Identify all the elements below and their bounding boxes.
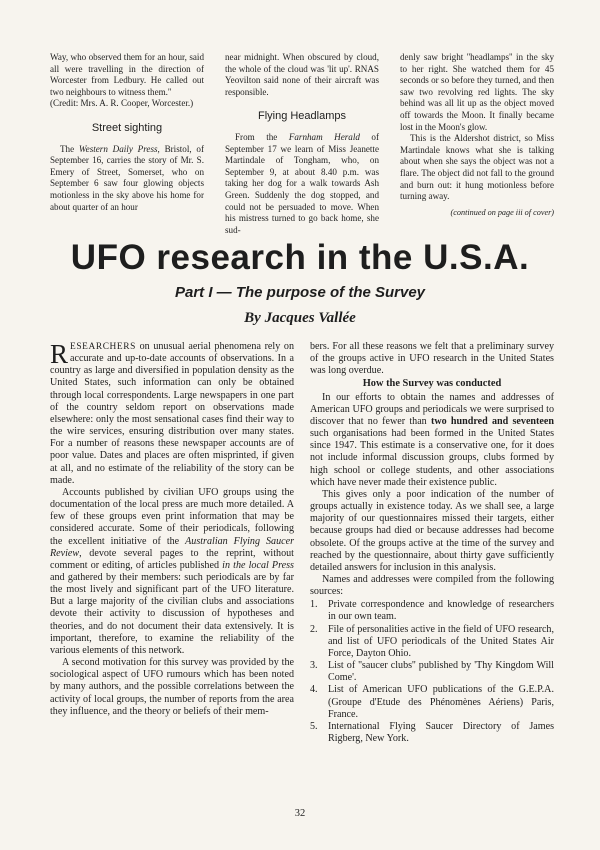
drop-cap: R <box>50 339 69 369</box>
article-column-left <box>50 341 294 796</box>
paragraph: denly saw bright ''headlamps'' in the sky to her right. She watched them for 45 seconds or so before they turned, and then saw two revolving red lights. The sky behind was all lit up as the object moved off towards the Moon. It finally became lost in the Moon's glow. <box>400 52 554 132</box>
article-column-right <box>310 341 554 796</box>
list-number: 2. <box>310 623 318 635</box>
list-number: 3. <box>310 660 318 672</box>
paragraph <box>50 487 294 657</box>
list-item <box>310 660 554 684</box>
list-text: Private correspondence and knowledge of researchers in our own team. <box>328 599 554 623</box>
text-run: such organisations had been formed in the United States since 1947. This estimate is a conservative one, for it does not include informal discussion groups, clubs formed by high school or college students, and other associations which have never made their existence public. <box>310 428 554 488</box>
newspaper-name: Western Daily Press <box>78 143 158 154</box>
article-subtitle: Part I — The purpose of the Survey <box>174 284 426 301</box>
list-item <box>310 624 554 660</box>
sources-list <box>310 599 554 745</box>
text-run: The <box>60 143 79 154</box>
paragraph <box>310 392 554 489</box>
text-run: Accounts published by civilian UFO groups using the documentation of the local press are much more detailed. A few of these groups even print information that may be considered accurate. Some of their periodicals, following the excellent initiative of the <box>50 486 294 547</box>
section-heading-survey: How the Survey was conducted <box>362 378 502 390</box>
paragraph: near midnight. When obscured by cloud, the whole of the cloud was 'lit up'. RNAS Yeovilton said none of their aircraft was responsible. <box>225 52 379 97</box>
list-item <box>310 684 554 720</box>
list-text: List of American UFO publications of the G.E.P.A. (Groupe d'Etude des Phénomènes Aériens) Paris, France. <box>328 684 554 720</box>
text-run: In our efforts to obtain the names and addresses of American UFO groups and periodicals we were surprised to discover that no fewer than <box>310 391 554 427</box>
continuation-note: (continued on page iii of cover) <box>450 207 554 217</box>
periodical-name: Australian Flying Saucer Review <box>50 535 294 559</box>
emphasis: in the local Press <box>222 559 294 571</box>
emphasis-bold: two hundred and seventeen <box>430 415 554 427</box>
text-run: From the <box>235 131 289 142</box>
list-number: 4. <box>310 684 318 696</box>
paragraph: This is the Aldershot district, so Miss Martindale knows what she is talking about when she says the object was not a flare. The object did not fall to the ground and burn out: it hung motionless before turning away. <box>400 133 554 202</box>
paragraph: Way, who observed them for an hour, said all were travelling in the direction of Worcester from Ledbury. He called out two neighbours to witness them.'' <box>50 52 204 97</box>
newspaper-name: Farnham Herald <box>288 131 360 142</box>
paragraph: bers. For all these reasons we felt that a preliminary survey of the groups active in UFO research in the United States was long overdue. <box>310 341 554 377</box>
credit-line: (Credit: Mrs. A. R. Cooper, Worcester.) <box>50 98 194 109</box>
section-heading-street-sighting: Street sighting <box>91 121 163 134</box>
text-run: of September 17 we learn of Miss Jeanette Martindale of Tongham, who, on September 9, at about 8.40 p.m. was taking her dog for a walk towards Ash Green. Suddenly the dog stopped, and could not be persuaded to move. When his mistress turned to go back home, she sud- <box>225 131 379 235</box>
top-column-2 <box>225 52 379 235</box>
article-title: UFO research in the U.S.A. <box>70 238 530 277</box>
page-number: 32 <box>294 808 306 819</box>
list-item <box>310 721 554 745</box>
list-number: 5. <box>310 720 318 732</box>
top-column-1 <box>50 52 204 232</box>
previous-article-columns <box>50 52 554 235</box>
paragraph <box>225 132 379 236</box>
list-item <box>310 599 554 623</box>
top-column-3 <box>400 52 554 232</box>
paragraph <box>50 341 294 487</box>
list-text: File of personalities active in the field of UFO research, and list of UFO periodicals of the United States Air Force, Dayton Ohio. <box>328 623 554 659</box>
section-heading-flying-headlamps: Flying Headlamps <box>257 110 347 123</box>
text-run: , devote several pages to the reprint, without comment or editing, of articles published <box>50 547 294 571</box>
list-number: 1. <box>310 599 318 611</box>
first-word: ESEARCHERS <box>70 342 136 352</box>
paragraph: This gives only a poor indication of the number of groups actually in existence today. As we shall see, a large majority of our questionnaires missed their targets, either because groups had died or because addresses had become obsolete. Of the groups active at the time of the survey and reached by the questionnaire, about thirty gave sufficiently detailed answers for inclusion in this analysis. <box>310 488 554 573</box>
paragraph: A second motivation for this survey was provided by the sociological aspect of UFO rumours which has been noted by many authors, and the possible correlations between the activity of local groups, the number of reports from the area they influence, and the theory or beliefs of their mem- <box>50 657 294 717</box>
list-text: International Flying Saucer Directory of James Rigberg, New York. <box>328 720 554 744</box>
text-run: , Bristol, of September 16, carries the story of Mr. S. Emery of Street, Somerset, who on September 6 saw four glowing objects motionless in the sky above his home for about quarter of an hour <box>50 143 204 212</box>
paragraph <box>50 144 204 214</box>
text-run: and gathered by their members: such periodicals are by far the most lively and significant part of the UFO literature. But a large majority of the civilian clubs and associations devote their activity to discussion of hypotheses and theories, and do not document their data extensively. It is important, therefore, to examine the reliability of the various elements of this network. <box>50 571 294 656</box>
text-run: on unusual aerial phenomena rely on accurate and up-to-date accounts of observations. In a country as large and diversified in population density as the United States, such information can only be obtained through local correspondents. Large newspapers in one part of the country seldom report on observations made elsewhere: only the most sensational cases find their way to the wire services, ensuring distribution over many states. For a number of reasons these newspaper accounts are of poor value. Dates and places are often misprinted, if given at all, and no estimate of the reliability of the story can be made. <box>50 341 294 486</box>
article-byline: By Jacques Vallée <box>244 310 356 326</box>
paragraph: Names and addresses were compiled from the following sources: <box>310 573 554 598</box>
list-text: List of ''saucer clubs'' published by 'Thy Kingdom Will Come'. <box>328 660 554 684</box>
article-body <box>50 341 554 796</box>
